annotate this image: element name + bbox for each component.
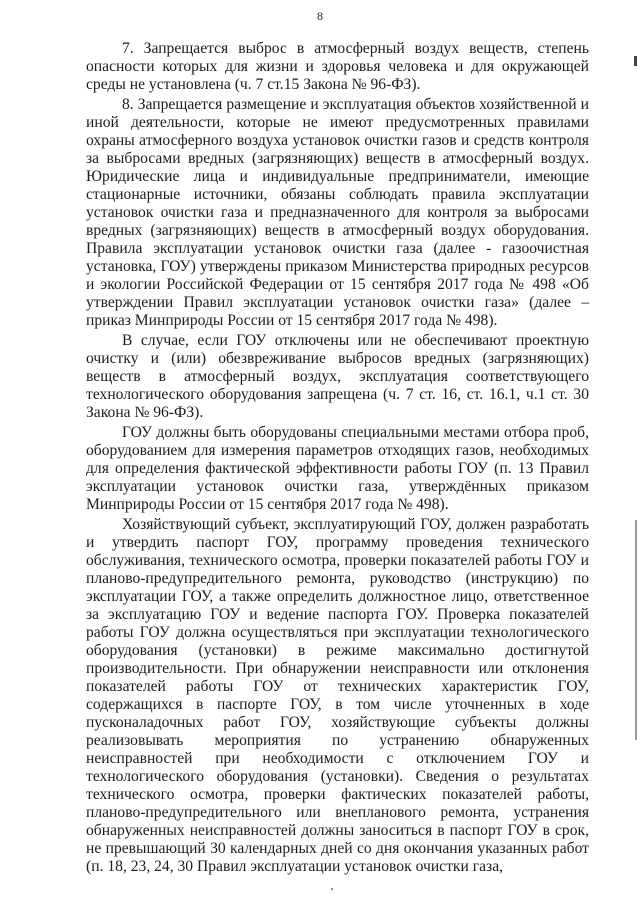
paragraph-sampling-points: ГОУ должны быть оборудованы специальными местами отбора проб, оборудованием для измерения параметров отходящих газов, необходимых для определения фактической эффективности работы ГОУ (п. 13 Правил эксплуатации установок очистки газа, утверждённых приказом Минприроды России от 15 сентября 2017 года № 498). bbox=[86, 424, 589, 513]
page-number: 8 bbox=[317, 9, 323, 23]
scan-edge-mark bbox=[634, 56, 637, 66]
paragraph-item-8: 8. Запрещается размещение и эксплуатация объектов хозяйственной и иной деятельности, которые не имеют предусмотренных правилами охраны атмосферного воздуха установок очистки газов и средств контроля за выбросами вредных (загрязняющих) веществ в атмосферный воздух. Юридические лица и индивидуальные предприниматели, имеющие стационарные источники, обязаны соблюдать правила эксплуатации установок очистки газа и предназначенного для контроля за выбросами вредных (загрязняющих) веществ в атмосферный воздух оборудования. Правила эксплуатации установок очистки газа (далее - газоочистная установка, ГОУ) утверждены приказом Министерства природных ресурсов и экологии Российской Федерации от 15 сентября 2017 года № 498 «Об утверждении Правил эксплуатации установок очистки газа» (далее – приказ Минприроды России от 15 сентября 2017 года № 498). bbox=[86, 96, 589, 329]
scan-artifact-dot bbox=[331, 888, 333, 890]
paragraph-item-7: 7. Запрещается выброс в атмосферный воздух веществ, степень опасности которых для жизни и здоровья человека и для окружающей среды не установлена (ч. 7 ст.15 Закона № 96-ФЗ). bbox=[86, 40, 589, 93]
paragraph-operator-duties: Хозяйствующий субъект, эксплуатирующий ГОУ, должен разработать и утвердить паспорт ГОУ, программу проведения технического обслуживания, технического осмотра, проверки показателей работы ГОУ и планово-предупредительного ремонта, руководство (инструкцию) по эксплуатации ГОУ, а также определить должностное лицо, ответственное за эксплуатацию ГОУ и ведение паспорта ГОУ. Проверка показателей работы ГОУ должна осуществляться при эксплуатации технологического оборудования (установки) в режиме максимально достигнутой производительности. При обнаружении неисправности или отклонения показателей работы ГОУ от технических характеристик ГОУ, содержащихся в паспорте ГОУ, в том числе уточненных в ходе пусконаладочных работ ГОУ, хозяйствующие субъекты должны реализовывать мероприятия по устранению обнаруженных неисправностей при необходимости с отключением ГОУ и технологического оборудования (установки). Сведения о результатах технического осмотра, проверки фактических показателей работы, планово-предупредительного или внепланового ремонта, устранения обнаруженных неисправностей должны заноситься в паспорт ГОУ в срок, не превышающий 30 календарных дней со дня окончания указанных работ (п. 18, 23, 24, 30 Правил эксплуатации установок очистки газа, bbox=[86, 516, 589, 875]
document-body bbox=[86, 40, 589, 876]
scan-edge-shadow bbox=[635, 520, 637, 740]
paragraph-gou-disabled: В случае, если ГОУ отключены или не обеспечивают проектную очистку и (или) обезвреживание выбросов вредных (загрязняющих) веществ в атмосферный воздух, эксплуатация соответствующего технологического оборудования запрещена (ч. 7 ст. 16, ст. 16.1, ч.1 ст. 30 Закона № 96-ФЗ). bbox=[86, 332, 589, 421]
